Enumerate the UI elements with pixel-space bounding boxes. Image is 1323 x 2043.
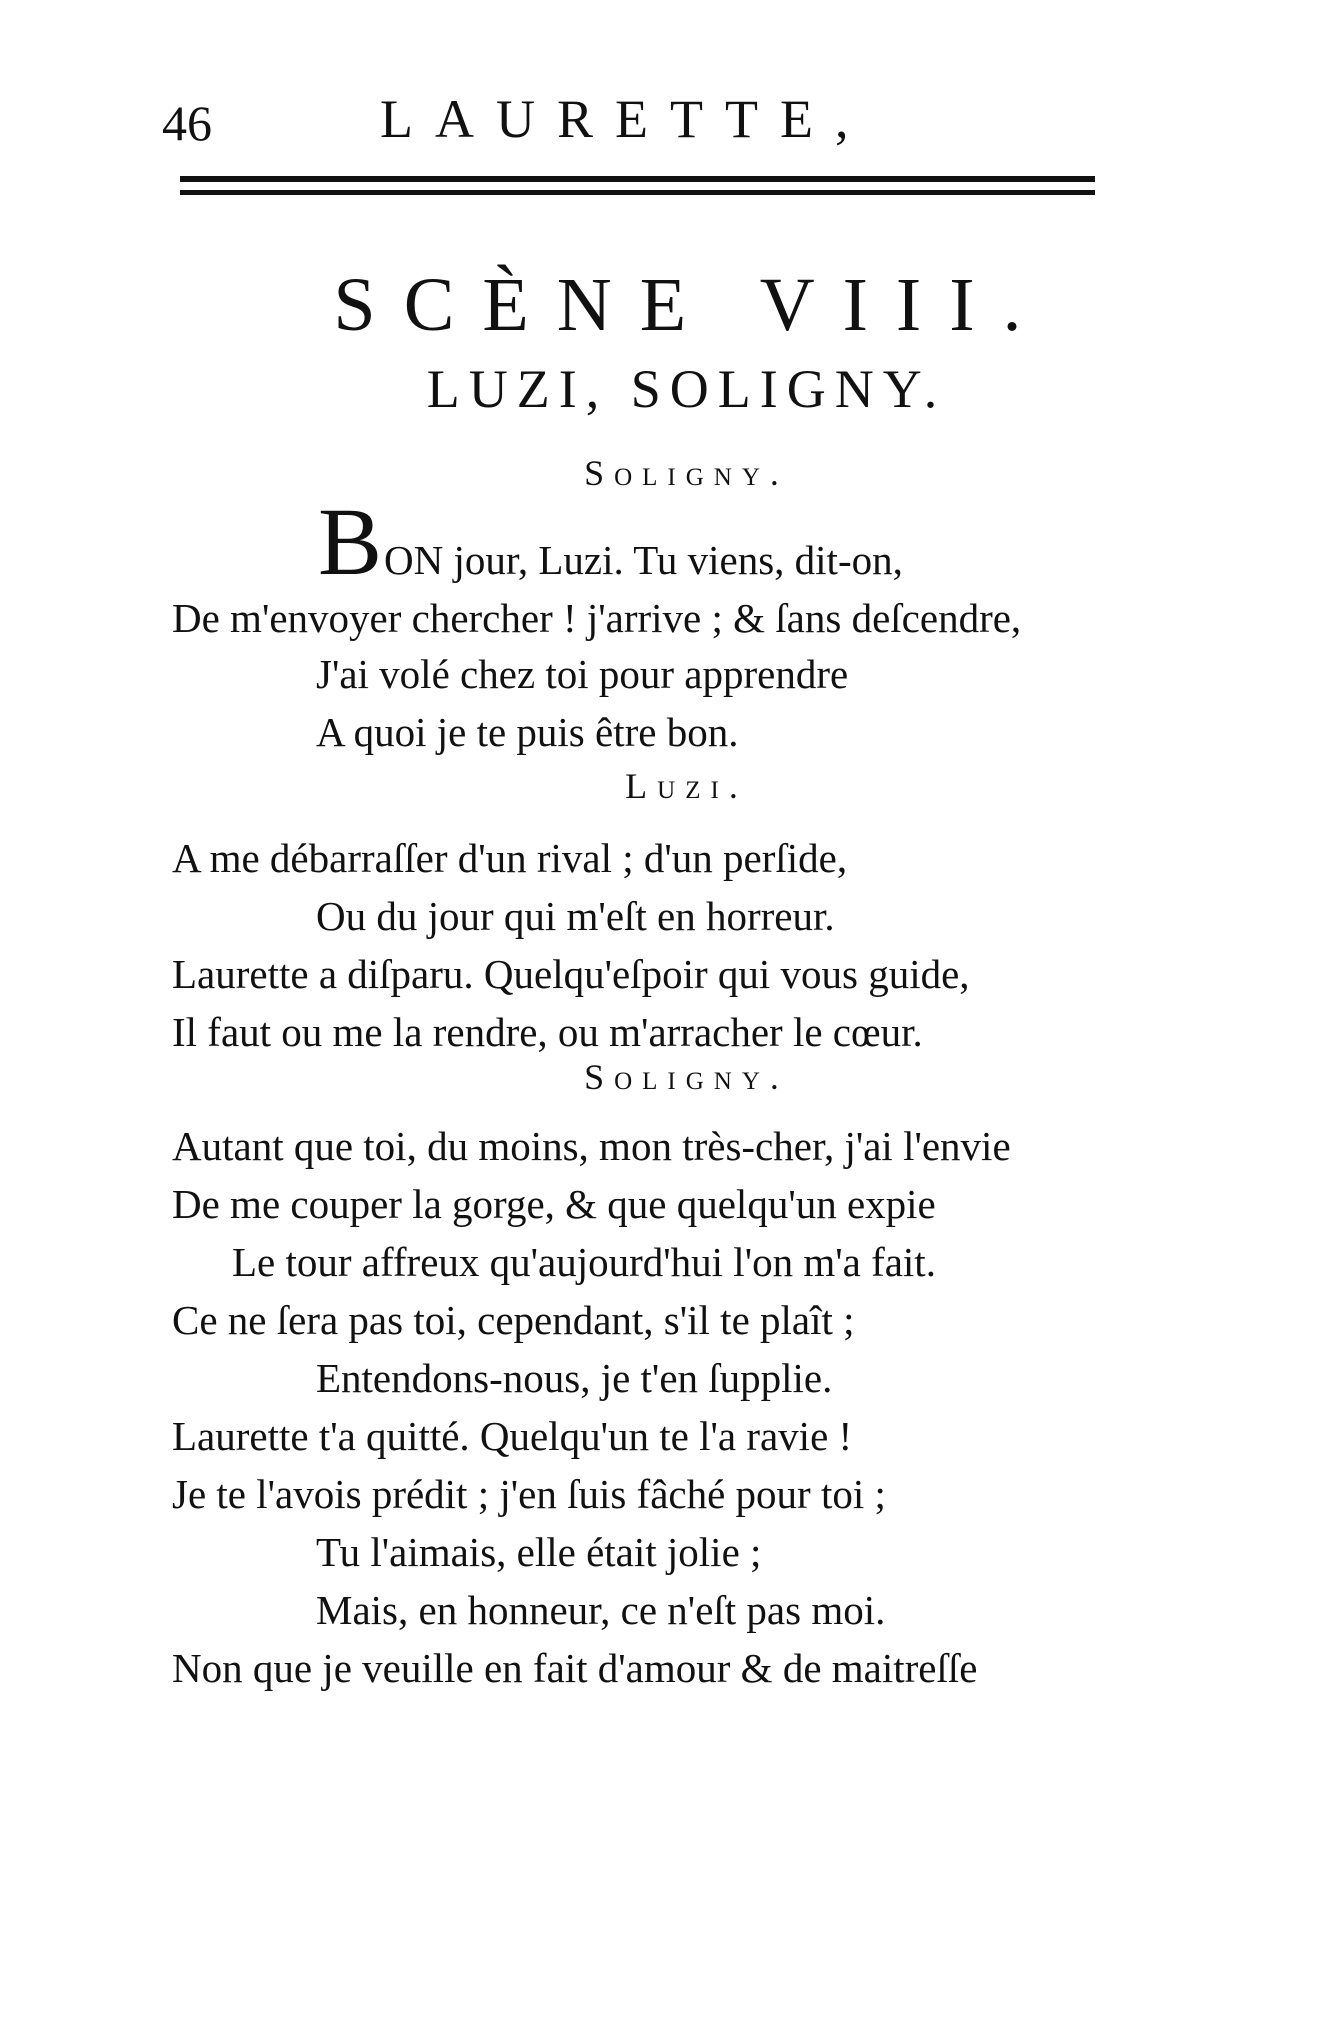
speaker-label: Soligny. <box>584 1057 789 1097</box>
verse-line: A quoi je te puis être bon. <box>316 709 739 755</box>
verse-line: Laurette a diſparu. Quelqu'eſpoir qui vous guide, <box>172 951 970 997</box>
verse-line: Le tour affreux qu'aujourd'hui l'on m'a fait. <box>232 1239 936 1285</box>
verse-line: Tu l'aimais, elle était jolie ; <box>316 1529 762 1575</box>
page-number: 46 <box>162 95 212 151</box>
header-rule-bottom <box>180 190 1095 195</box>
drop-cap: B <box>318 488 383 595</box>
running-title: LAURETTE, <box>380 89 871 149</box>
verse-line: Je te l'avois prédit ; j'en ſuis fâché pour toi ; <box>172 1471 886 1517</box>
verse-line: ON jour, Luzi. Tu viens, dit-on, <box>384 537 903 583</box>
speaker-label: Soligny. <box>584 453 789 493</box>
scene-characters: LUZI, SOLIGNY. <box>426 359 947 419</box>
header-rule-top <box>180 176 1095 182</box>
verse-line: Il faut ou me la rendre, ou m'arracher le cœur. <box>172 1009 923 1055</box>
page-header <box>0 88 1323 158</box>
verse-line: Non que je veuille en fait d'amour & de maitreſſe <box>172 1645 978 1691</box>
verse-line: Ce ne ſera pas toi, cependant, s'il te plaît ; <box>172 1297 855 1343</box>
verse-line: Laurette t'a quitté. Quelqu'un te l'a ravie ! <box>172 1413 853 1459</box>
speaker-label: Luzi. <box>625 766 748 806</box>
verse-line: De m'envoyer chercher ! j'arrive ; & ſans deſcendre, <box>172 595 1022 641</box>
verse-line: J'ai volé chez toi pour apprendre <box>316 651 849 697</box>
verse-line: Autant que toi, du moins, mon très-cher, j'ai l'envie <box>172 1123 1011 1169</box>
verse-line: De me couper la gorge, & que quelqu'un expie <box>172 1181 936 1227</box>
verse-line: A me débarraſſer d'un rival ; d'un perſide, <box>172 835 848 881</box>
scene-title: SCÈNE VIII. <box>333 263 1050 347</box>
verse-line: Entendons-nous, je t'en ſupplie. <box>316 1355 833 1401</box>
verse-line: Ou du jour qui m'eſt en horreur. <box>316 893 835 939</box>
verse-line: Mais, en honneur, ce n'eſt pas moi. <box>316 1587 886 1633</box>
